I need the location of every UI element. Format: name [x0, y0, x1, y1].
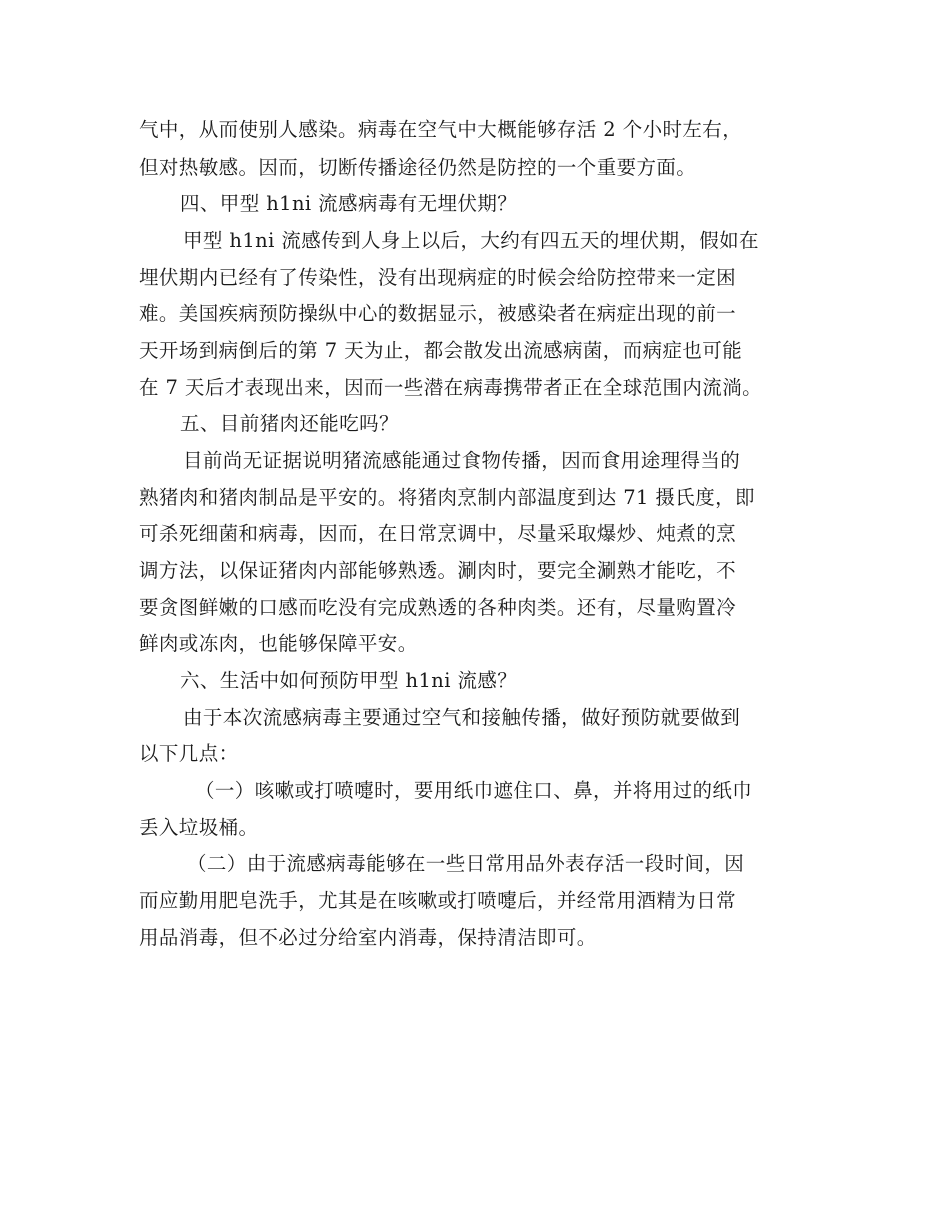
text-line: 但对热敏感。因而，切断传播途径仍然是防控的一个重要方面。 — [139, 156, 697, 179]
section-heading-6: 六、生活中如何预防甲型 h1ni 流感？ — [180, 669, 518, 692]
text-line: 要贪图鲜嫩的口感而吃没有完成熟透的各种肉类。还有，尽量购置冷 — [139, 596, 737, 619]
text-line: 丢入垃圾桶。 — [139, 816, 259, 839]
text-line: 目前尚无证据说明猪流感能通过食物传播，因而食用途理得当的 — [183, 449, 741, 472]
text-line: 在 7 天后才表现出来，因而一些潜在病毒携带者正在全球范围内流淌。 — [139, 376, 763, 399]
text-line: 用品消毒，但不必过分给室内消毒，保持清洁即可。 — [139, 926, 597, 949]
text-line: 而应勤用肥皂洗手，尤其是在咳嗽或打喷嚏后，并经常用酒精为日常 — [139, 889, 737, 912]
text-line: 气中，从而使别人感染。病毒在空气中大概能够存活 2 个小时左右， — [139, 118, 743, 141]
text-line: 调方法，以保证猪肉内部能够熟透。涮肉时，要完全涮熟才能吃，不 — [139, 559, 737, 582]
list-item-2: （二）由于流感病毒能够在一些日常用品外表存活一段时间，因 — [187, 852, 745, 875]
text-line: 难。美国疾病预防操纵中心的数据显示，被感染者在病症出现的前一 — [139, 302, 737, 325]
text-line: 埋伏期内已经有了传染性，没有出现病症的时候会给防控带来一定困 — [139, 266, 737, 289]
text-line: 熟猪肉和猪肉制品是平安的。将猪肉烹制内部温度到达 71 摄氏度，即 — [139, 486, 755, 509]
text-line: 天开场到病倒后的第 7 天为止，都会散发出流感病菌，而病症也可能 — [139, 339, 743, 362]
text-line: 以下几点： — [139, 742, 239, 765]
text-line: 由于本次流感病毒主要通过空气和接触传播，做好预防就要做到 — [183, 706, 741, 729]
text-line: 可杀死细菌和病毒，因而，在日常烹调中，尽量采取爆炒、炖煮的烹 — [139, 522, 737, 545]
text-line: 甲型 h1ni 流感传到人身上以后，大约有四五天的埋伏期，假如在 — [183, 229, 759, 252]
section-heading-4: 四、甲型 h1ni 流感病毒有无埋伏期？ — [180, 192, 518, 215]
list-item-1: （一）咳嗽或打喷嚏时，要用纸巾遮住口、鼻，并将用过的纸巾 — [195, 779, 753, 802]
section-heading-5: 五、目前猪肉还能吃吗？ — [180, 412, 399, 435]
text-line: 鲜肉或冻肉，也能够保障平安。 — [139, 632, 418, 655]
